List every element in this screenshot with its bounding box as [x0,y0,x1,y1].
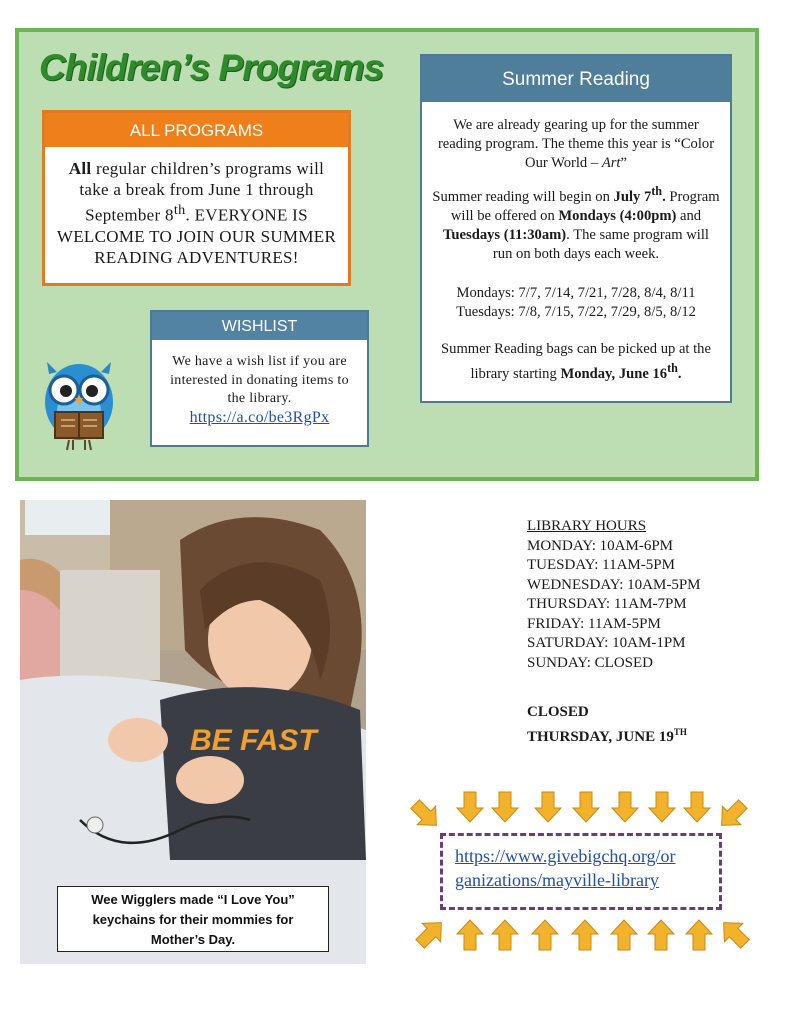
theme-text: We are already gearing up for the summer reading program. The theme this year is “Color Our World – [437,117,715,171]
closed-line-1: CLOSED [527,704,589,720]
hours-row: SATURDAY: 10AM-1PM [527,635,686,651]
childrens-programs-panel [15,28,759,481]
all-programs-sup: th [173,202,186,218]
all-programs-text-1: regular children’s programs will take a break from June 1 through September 8 [79,159,325,225]
owl-reading-icon [39,350,119,460]
hours-row: SUNDAY: CLOSED [527,654,654,671]
closed-date-sup: TH [673,726,687,737]
start-date-sup: th [651,184,663,198]
mondays-dates: Mondays: 7/7, 7/14, 7/21, 7/28, 8/4, 8/11 [456,284,696,301]
all-programs-box [42,110,351,286]
schedule-start: Summer reading will begin on [432,188,614,205]
all-programs-heading: ALL PROGRAMS [45,113,348,147]
svg-text:BE FAST: BE FAST [190,724,317,757]
photo-caption [57,886,329,952]
caption-line-1: Wee Wigglers made “I Love You” [91,892,295,907]
closed-notice [527,703,687,747]
wishlist-box [150,310,369,447]
summer-reading-body [422,102,730,384]
hours-row: WEDNESDAY: 10AM-5PM [527,576,701,593]
tuesdays-time: Tuesdays (11:30am) [443,226,567,243]
give-big-link-line-2[interactable]: ganizations/mayville-library [455,870,659,890]
schedule-end: . The same program will run on both days each week. [492,226,709,262]
hours-title: LIBRARY HOURS [527,518,647,534]
all-programs-lead: All [68,159,92,178]
schedule-and: and [676,207,702,224]
bags-date: Monday, June 16 [560,365,668,382]
hours-row: MONDAY: 10AM-6PM [527,537,674,554]
down-arrows [406,792,751,835]
summer-reading-heading: Summer Reading [422,56,730,102]
wishlist-heading: WISHLIST [152,312,367,340]
summer-theme-paragraph [432,116,720,173]
bags-paragraph: Summer Reading bags can be picked up at the library starting Monday, June 16th. [441,340,711,382]
wishlist-body [152,340,367,428]
schedule-mid: Program will be offered on [450,188,720,224]
give-big-link-box [440,833,722,910]
wishlist-text: We have a wish list if you are interested in donating items to the library. [170,354,349,406]
summer-schedule-paragraph: Summer reading will begin on July 7th. Program will be offered on Mondays (4:00pm) and Tuesdays (11:30am). The same program will run on both days each week. [432,184,720,262]
give-big-link-line-1[interactable]: https://www.givebigchq.org/or [455,846,676,866]
hours-row: THURSDAY: 11AM-7PM [527,596,687,612]
wishlist-link[interactable]: https://a.co/be3RgPx [189,408,330,426]
closed-line-2 [527,723,687,748]
theme-end: ” [620,155,627,171]
tuesdays-dates: Tuesdays: 7/8, 7/15, 7/22, 7/29, 8/5, 8/12 [456,303,696,320]
all-programs-text-2: . EVERYONE IS WELCOME TO JOIN OUR SUMMER READING ADVENTURES! [56,205,337,267]
shirt-text [190,724,319,757]
caption-line-2: keychains for their mommies for [92,912,294,927]
start-date: July 7 [613,188,652,205]
hours-row: TUESDAY: 11AM-5PM [527,557,675,573]
mondays-time: Mondays (4:00pm) [558,207,677,224]
caption-line-3: Mother’s Day. [150,932,236,947]
page-title: Children’s Programs [39,47,384,88]
closed-date: THURSDAY, JUNE 19 [527,728,674,745]
theme-italic: Art [601,155,621,171]
summer-reading-box [420,54,732,403]
bags-text: Summer Reading bags can be picked up at the library starting [441,340,711,382]
library-hours [527,517,701,673]
child-photo [20,500,366,964]
all-programs-text [45,147,348,268]
hours-row: FRIDAY: 11AM-5PM [527,615,661,632]
up-arrows [411,913,751,953]
bags-date-sup: th [667,360,678,375]
